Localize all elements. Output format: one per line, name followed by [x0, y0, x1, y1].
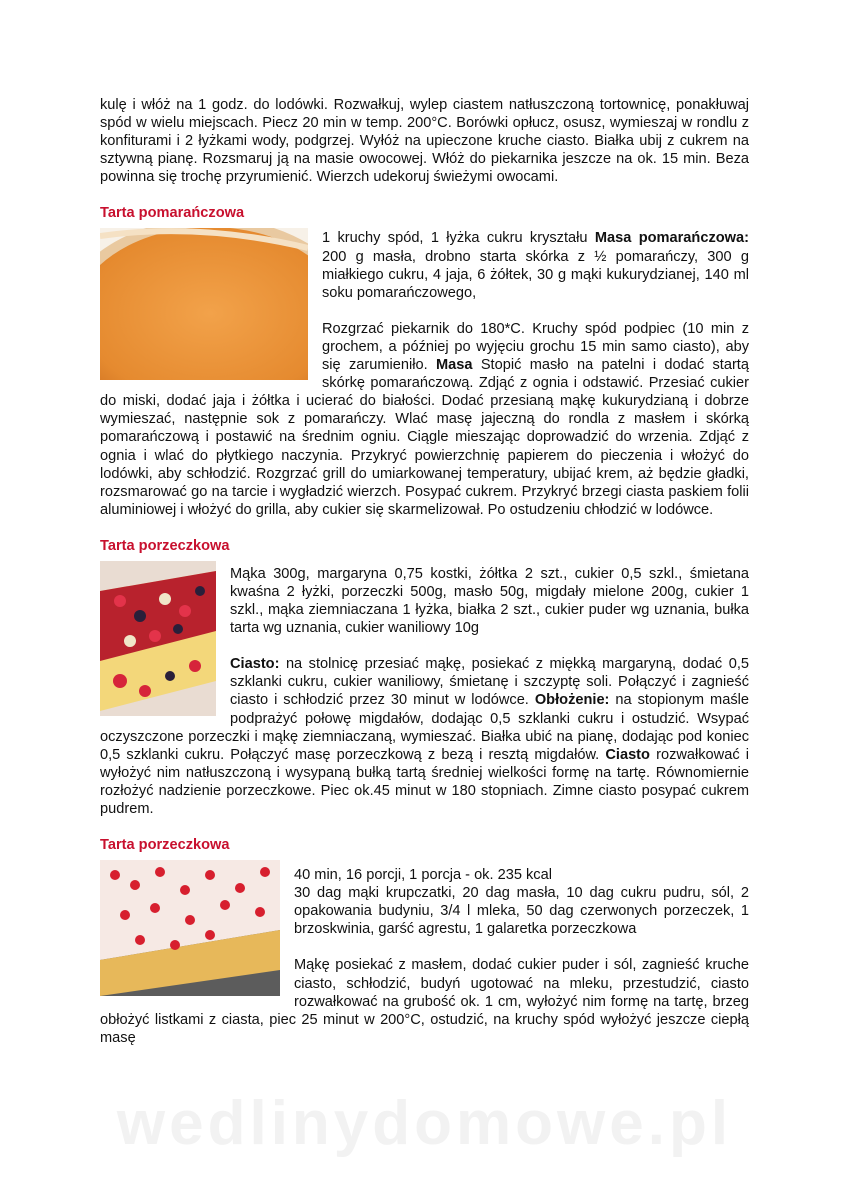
- orange-tart-photo: [100, 228, 308, 380]
- currant-tart-2-photo: [100, 860, 280, 996]
- currant-1-ciasto-label: Ciasto:: [230, 656, 280, 673]
- currant-tart-2-title: Tarta porzeczkowa: [100, 837, 230, 854]
- currant-tart-1-ingredients: Mąka 300g, margaryna 0,75 kostki, żółtka 2 szt., cukier 0,5 szkl., śmietana kwaśna 2 łyżki, porzeczki 500g, masło 50g, migdały mielone 200g, cukier 1 szkl., mąka ziemniaczana 1 łyżka, białka 2 szt., cukier puder wg uznania, bułka tarta wg uznania, cukier waniliowy 10g: [230, 565, 749, 637]
- currant-1-ciasto-label-2: Ciasto: [605, 746, 650, 763]
- orange-masa-label: Masa: [435, 357, 473, 374]
- currant-tart-2-meta: 40 min, 16 porcji, 1 porcja - ok. 235 kcal: [294, 867, 552, 884]
- currant-1-ciasto-text: na stolnicę przesiać mąkę, posiekać z miękką margaryną, dodać 0,5 szklanki cukru, cukier waniliowy, śmietanę i szczyptę soli. Połączyć i zagnieść ciasto i schłodzić przez 30 minut w lodówce.: [230, 656, 749, 709]
- orange-tart-title: Tarta pomarańczowa: [100, 205, 245, 222]
- intro-paragraph: kulę i włóż na 1 godz. do lodówki. Rozwałkuj, wylep ciastem natłuszczoną tortownicę, ponakłuwaj spód w wielu miejscach. Piecz 20 min w temp. 200°C. Borówki opłucz, osusz, wymieszaj w rondlu z konfiturami i 2 łyżkami wody, podgrzej. Wyłóż na upieczone kruche ciasto. Białka ubij z cukrem na sztywną pianę. Rozsmaruj ją na masie owocowej. Włóż do piekarnika jeszcze na ok. 15 min. Beza powinna się trochę przyrumienić. Wierzch udekoruj świeżymi owocami.: [100, 97, 749, 186]
- currant-tart-2-method: Mąkę posiekać z masłem, dodać cukier puder i sól, zagnieść kruche ciasto, schłodzić, budyń ugotować na mleku, przestudzić, ciasto rozwałkować na grubość ok. 1 cm, wyłożyć nim formę na tartę, brzeg obłożyć listkami z ciasta, piec 25 minut w 200°C, ostudzić, na kruchy spód wyłożyć jeszcze ciepłą masę: [100, 957, 749, 1046]
- orange-method-rest: Stopić masło na patelni i dodać startą skórkę pomarańczową. Zdjąć z ognia i odstawić. Przesiać cukier do miski, dodać jaja i żółtka i ucierać do białości. Dodać przesianą mąkę kukurydzianą i dobrze wymieszać, następnie sok z pomarańczy. Wlać masę jajeczną do rondla z masłem i skórką pomarańczową i postawić na średnim ogniu. Ciągle mieszając doprowadzić do wrzenia. Zdjąć z ognia i wlać do płytkiego naczynia. Przykryć powierzchnię papierem do pieczenia i włożyć do lodówki, aby schłodzić. Rozgrzać grill do umiarkowanej temperatury, ubijać krem, aż będzie gładki, rozsmarować go na tarcie i wygładzić wierzch. Posypać cukrem. Przykryć brzegi ciasta paskiem folii aluminiowej i włożyć do grilla, aby cukier się skarmelizował. Po ostudzeniu chłodzić w lodówce.: [100, 357, 749, 518]
- currant-tart-2-ingredients: 30 dag mąki krupczatki, 20 dag masła, 10 dag cukru pudru, sól, 2 opakowania budyniu, 3/4 l mleka, 50 dag czerwonych porzeczek, 1 brzoskwinia, garść agrestu, 1 galaretka porzeczkowa: [294, 885, 749, 938]
- currant-1-oblozenie-text: na stopionym maśle podprażyć połowę migdałów, dodając 0,5 szklanki cukru i ostudzić. Wsypać oczyszczone porzeczki i mąkę ziemniaczaną, wymieszać. Białka ubić na pianę, dodając pod koniec 0,5 szklanki cukru. Połączyć masę porzeczkową z bezą i resztą migdałów.: [100, 692, 749, 763]
- currant-1-oblozenie-label: Obłożenie:: [534, 692, 610, 709]
- currant-tart-1-title: Tarta porzeczkowa: [100, 537, 230, 554]
- currant-tart-1-photo: [100, 561, 216, 716]
- recipe-page: [100, 96, 749, 1047]
- orange-method: Rozgrzać piekarnik do 180*C. Kruchy spód podpiec (10 min z grochem, a później po wyjęciu grochu 15 min samo ciasto), aby się zarumieniło.: [322, 320, 749, 374]
- watermark: wedlinydomowe.pl: [116, 1089, 733, 1158]
- orange-ingredients: 1 kruchy spód, 1 łyżka cukru kryształu: [322, 230, 595, 247]
- currant-1-final-text: rozwałkować i wyłożyć nim natłuszczoną i wysypaną bułką tartą średniej wielkości formę na tartę. Równomiernie rozłożyć nadzienie porzeczkowe. Piec ok.45 minut w 180 stopniach. Zimne ciasto posypać cukrem pudrem.: [100, 746, 749, 817]
- orange-mass-label: Masa pomarańczowa:: [594, 230, 749, 247]
- orange-ingredients-rest: 200 g masła, drobno starta skórka z ½ pomarańczy, 300 g miałkiego cukru, 4 jaja, 6 żółtek, 30 g mąki kukurydzianej, 140 ml soku pomarańczowego,: [322, 248, 749, 301]
